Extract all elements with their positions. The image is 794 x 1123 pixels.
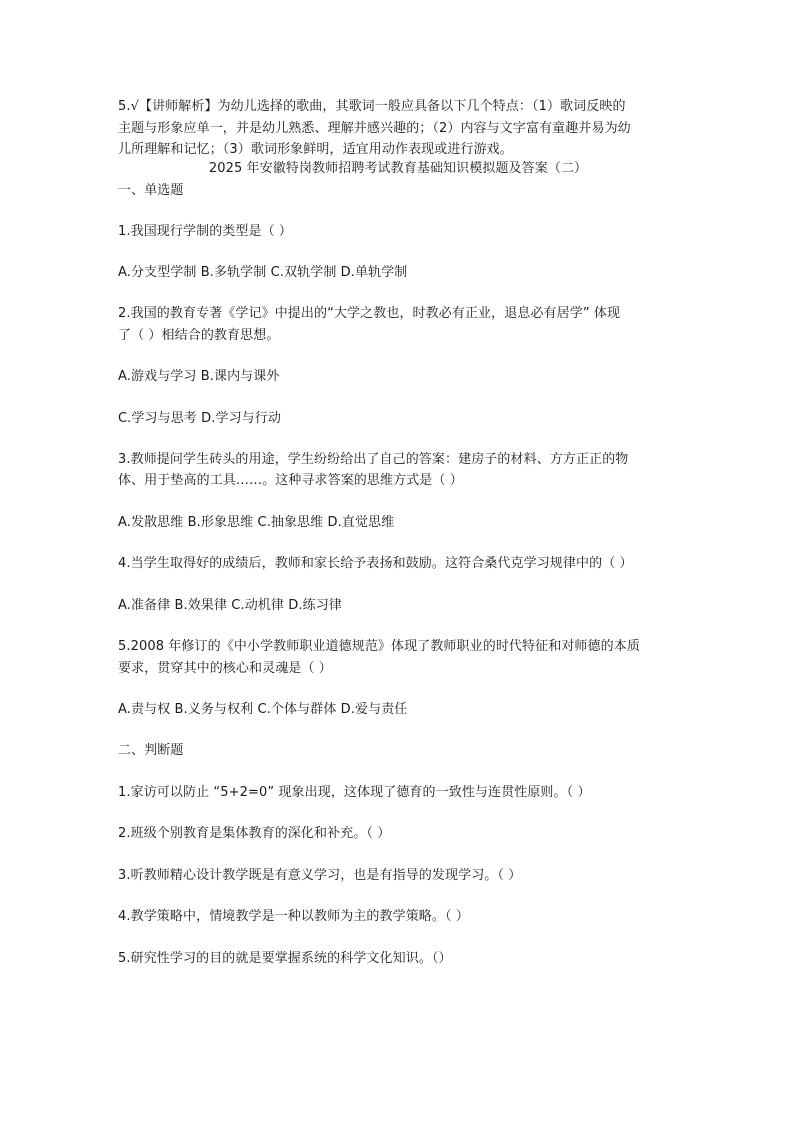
question-3-options: A.发散思维 B.形象思维 C.抽象思维 D.直觉思维	[118, 515, 395, 530]
section-heading-true-false: 二、判断题	[118, 743, 184, 758]
intro-line-1: 5.√【讲师解析】为幼儿选择的歌曲，其歌词一般应具备以下几个特点：（1）歌词反映的	[118, 99, 626, 114]
judgment-5: 5.研究性学习的目的就是要掌握系统的科学文化知识。（）	[118, 951, 452, 966]
question-2-options-line-2: C.学习与思考 D.学习与行动	[118, 411, 281, 426]
section-heading-single-choice: 一、单选题	[118, 183, 184, 198]
question-5-stem-line-2: 要求，贯穿其中的核心和灵魂是（ ）	[118, 661, 332, 676]
question-1-options: A.分支型学制 B.多轨学制 C.双轨学制 D.单轨学制	[118, 265, 408, 280]
intro-line-3: 儿所理解和记忆；（3）歌词形象鲜明，适宜用动作表现或进行游戏。	[118, 142, 513, 157]
question-2-stem-line-2: 了（ ）相结合的教育思想。	[118, 328, 280, 343]
question-1-stem: 1.我国现行学制的类型是（ ）	[118, 224, 293, 239]
question-5-options: A.责与权 B.义务与权利 C.个体与群体 D.爱与责任	[118, 702, 408, 717]
judgment-3: 3.听教师精心设计教学既是有意义学习，也是有指导的发现学习。（ ）	[118, 868, 522, 883]
question-4-stem: 4.当学生取得好的成绩后，教师和家长给予表扬和鼓励。这符合桑代克学习规律中的（ ）	[118, 556, 633, 571]
judgment-4: 4.教学策略中，情境教学是一种以教师为主的教学策略。（ ）	[118, 909, 469, 924]
question-5-stem-line-1: 5.2008 年修订的《中小学教师职业道德规范》体现了教师职业的时代特征和对师德的本质	[118, 639, 640, 654]
intro-line-2: 主题与形象应单一，并是幼儿熟悉、理解并感兴趣的；（2）内容与文字富有童趣并易为幼	[118, 121, 631, 136]
question-2-stem-line-1: 2.我国的教育专著《学记》中提出的“大学之教也，时教必有正业，退息必有居学” 体现	[118, 306, 621, 321]
judgment-2: 2.班级个别教育是集体教育的深化和补充。（ ）	[118, 826, 391, 841]
document-title: 2025 年安徽特岗教师招聘考试教育基础知识模拟题及答案（二）	[208, 161, 588, 176]
question-2-options-line-1: A.游戏与学习 B.课内与课外	[118, 369, 280, 384]
question-3-stem-line-1: 3.教师提问学生砖头的用途，学生纷纷给出了自己的答案：建房子的材料、方方正正的物	[118, 452, 629, 467]
question-3-stem-line-2: 体、用于垫高的工具……。这种寻求答案的思维方式是（ ）	[118, 473, 463, 488]
judgment-1: 1.家访可以防止 “5+2=0” 现象出现，这体现了德育的一致性与连贯性原则。（ ）	[118, 785, 591, 800]
question-4-options: A.准备律 B.效果律 C.动机律 D.练习律	[118, 598, 342, 613]
